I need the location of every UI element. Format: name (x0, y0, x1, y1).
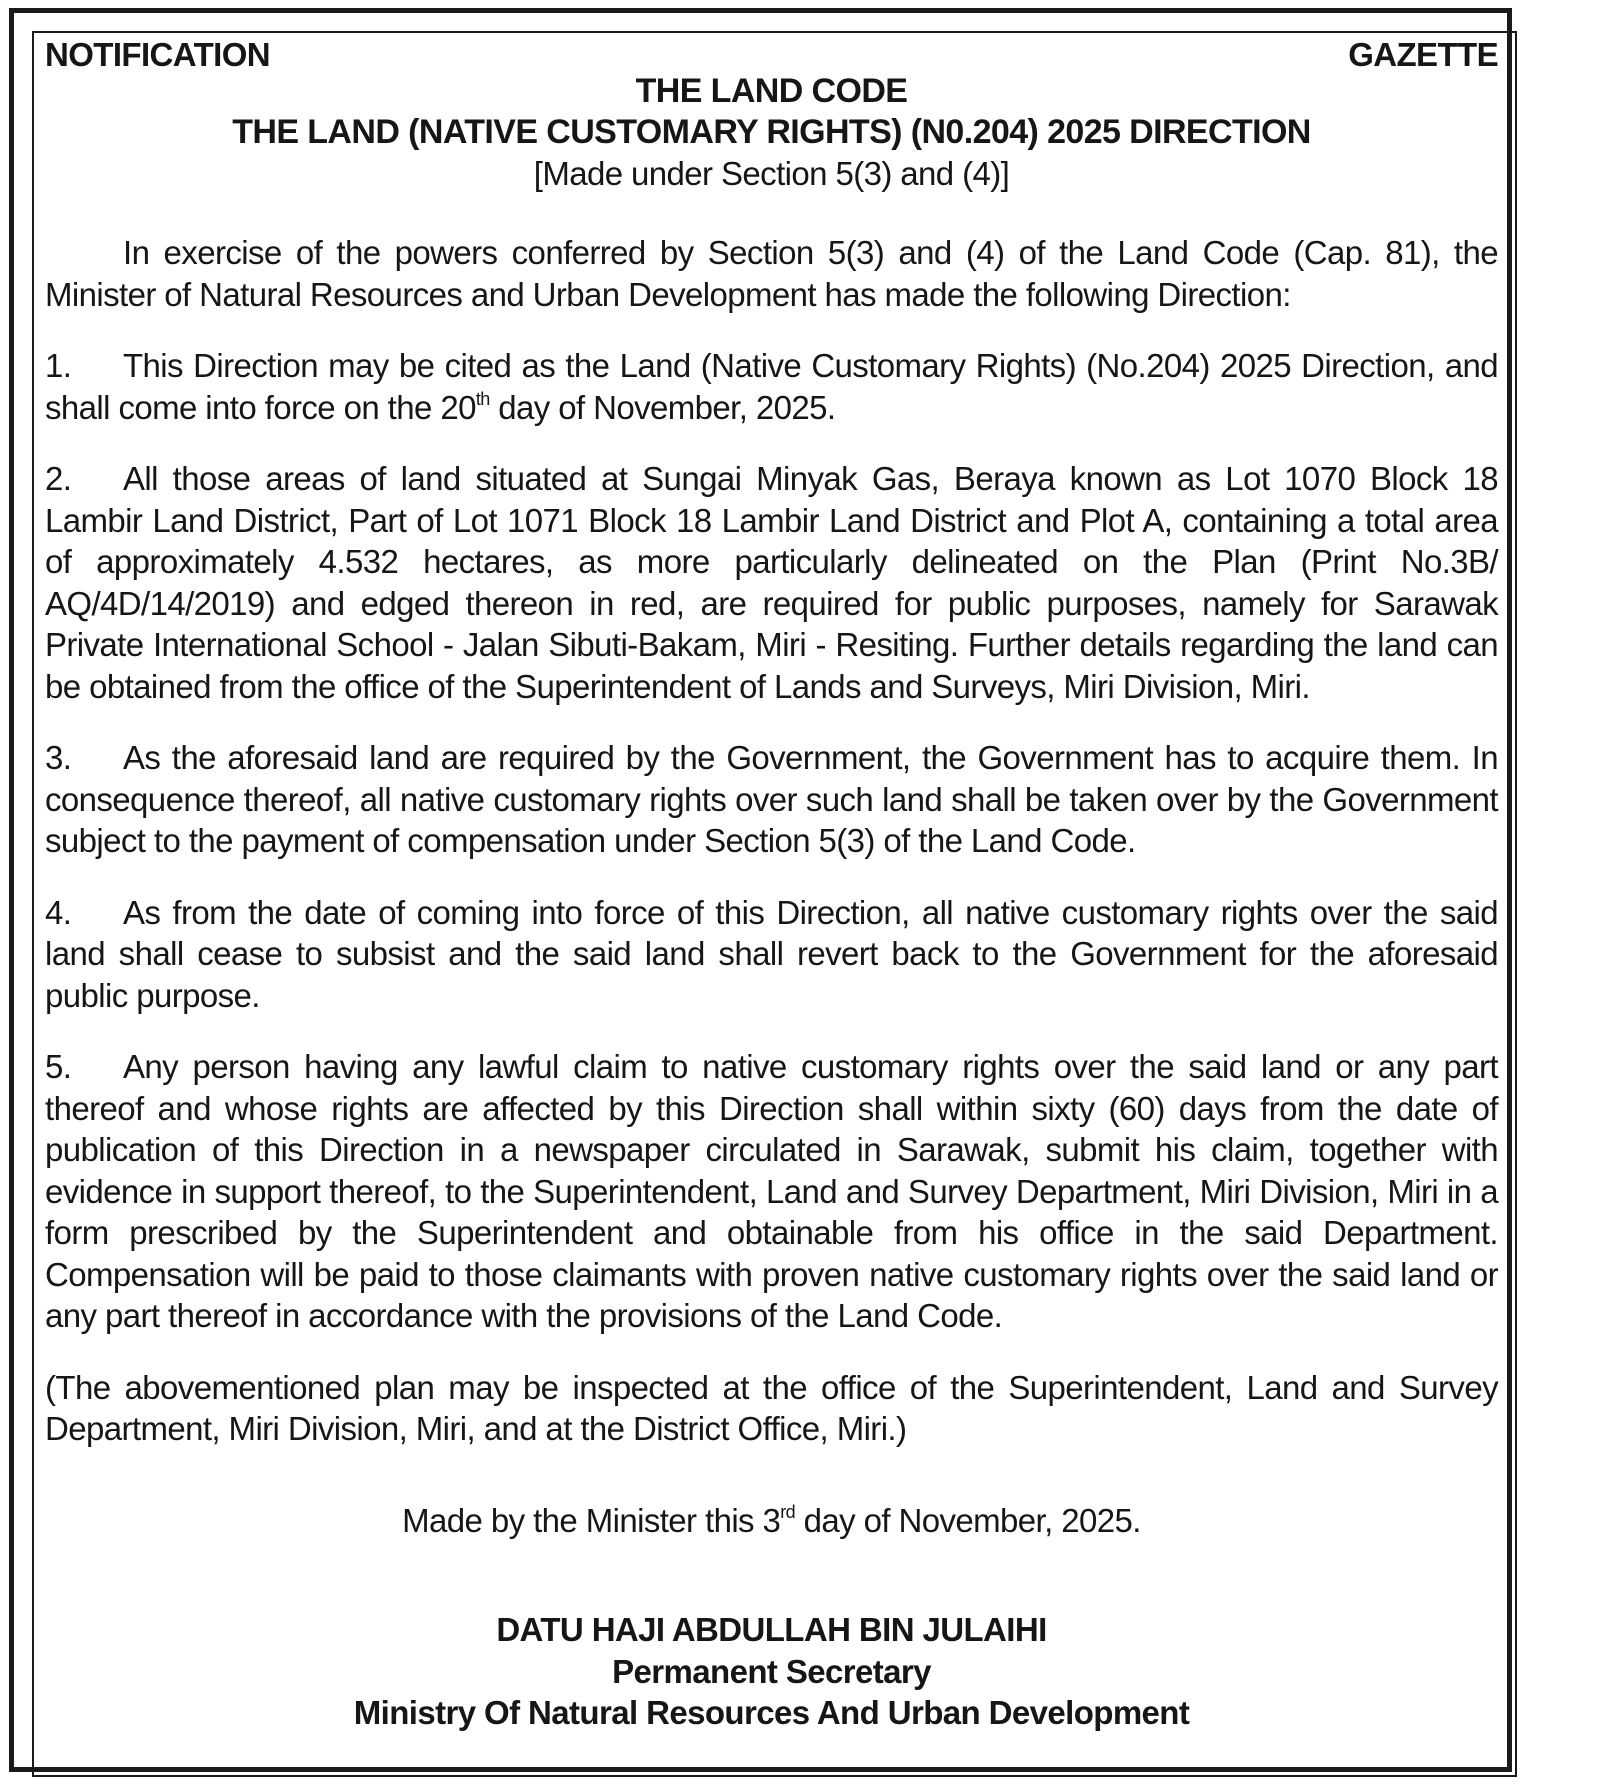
title-direction: THE LAND (NATIVE CUSTOMARY RIGHTS) (N0.204) 2025 DIRECTION (232, 113, 1311, 151)
paragraph-number: 3. (45, 739, 72, 776)
plan-inspection-note: (The abovementioned plan may be inspected at the office of the Superintendent, Land and Survey Department, Miri Division, Miri, and at the District Office, Miri.) (45, 1368, 1498, 1447)
paragraph-2 (45, 458, 1498, 707)
paragraph-number: 5. (45, 1048, 72, 1085)
made-by-text: Made by the Minister this 3 (402, 1501, 781, 1539)
paragraph-text: All those areas of land situated at Sungai Minyak Gas, Beraya known as Lot 1070 Block 18 Lambir Land District, Part of Lot 1071 Block 18 Lambir Land District and Plot A, containing a total area of approximately 4.532 hectares, as more particularly delineated on the Plan (Print No.3B/ AQ/4D/14/2019) and edged thereon in red, are required for public purposes, namely for Sarawak Private International School - Jalan Sibuti-Bakam, Miri - Resiting. Further details regarding the land can be obtained from the office of the Superintendent of Lands and Surveys, Miri Division, Miri. (45, 460, 1498, 705)
notification-label: NOTIFICATION (45, 36, 270, 73)
gazette-notice (45, 30, 1498, 1734)
gazette-label: GAZETTE (1348, 36, 1498, 73)
paragraph-text: Any person having any lawful claim to native customary rights over the said land or any part thereof and whose rights are affected by this Direction shall within sixty (60) days from the date of publication of this Direction in a newspaper circulated in Sarawak, submit his claim, together with evidence in support thereof, to the Superintendent, Land and Survey Department, Miri Division, Miri in a form prescribed by the Superintendent and obtainable from his office in the said Department. Compensation will be paid to those claimants with proven native customary rights over the said land or any part thereof in accordance with the provisions of the Land Code. (45, 1048, 1498, 1334)
paragraph-4 (45, 892, 1498, 1017)
paragraph-text-end: day of November, 2025. (489, 388, 836, 426)
title-land-code: THE LAND CODE (635, 72, 908, 110)
made-under-section: [Made under Section 5(3) and (4)] (533, 155, 1010, 192)
paragraph-text: This Direction may be cited as the Land (Native Customary Rights) (No.204) 2025 Direction, and shall come into force on the 20 (45, 347, 1498, 426)
preamble: In exercise of the powers conferred by Section 5(3) and (4) of the Land Code (Cap. 81), the Minister of Natural Resources and Urban Development has made the following Direction: (45, 234, 1498, 313)
paragraph-number: 4. (45, 893, 72, 931)
made-by-text-end: day of November, 2025. (795, 1501, 1141, 1539)
paragraph-number: 1. (45, 347, 72, 384)
paragraph-5 (45, 1046, 1498, 1337)
signatory-ministry: Ministry Of Natural Resources And Urban Development (353, 1694, 1190, 1731)
ordinal-suffix: rd (780, 1501, 796, 1522)
paragraph-3 (45, 737, 1498, 862)
paragraph-number: 2. (45, 460, 72, 497)
made-by-line (45, 1500, 1498, 1542)
signatory-title: Permanent Secretary (612, 1652, 931, 1690)
paragraph-text: As the aforesaid land are required by the Government, the Government has to acquire them. In consequence thereof, all native customary rights over such land shall be taken over by the Government subject to the payment of compensation under Section 5(3) of the Land Code. (45, 739, 1498, 859)
signatory-name: DATU HAJI ABDULLAH BIN JULAIHI (496, 1611, 1047, 1648)
paragraph-1 (45, 345, 1498, 428)
ordinal-suffix: th (475, 388, 490, 409)
paragraph-text: As from the date of coming into force of this Direction, all native customary rights over the said land shall cease to subsist and the said land shall revert back to the Government for the aforesaid public purpose. (45, 893, 1498, 1014)
